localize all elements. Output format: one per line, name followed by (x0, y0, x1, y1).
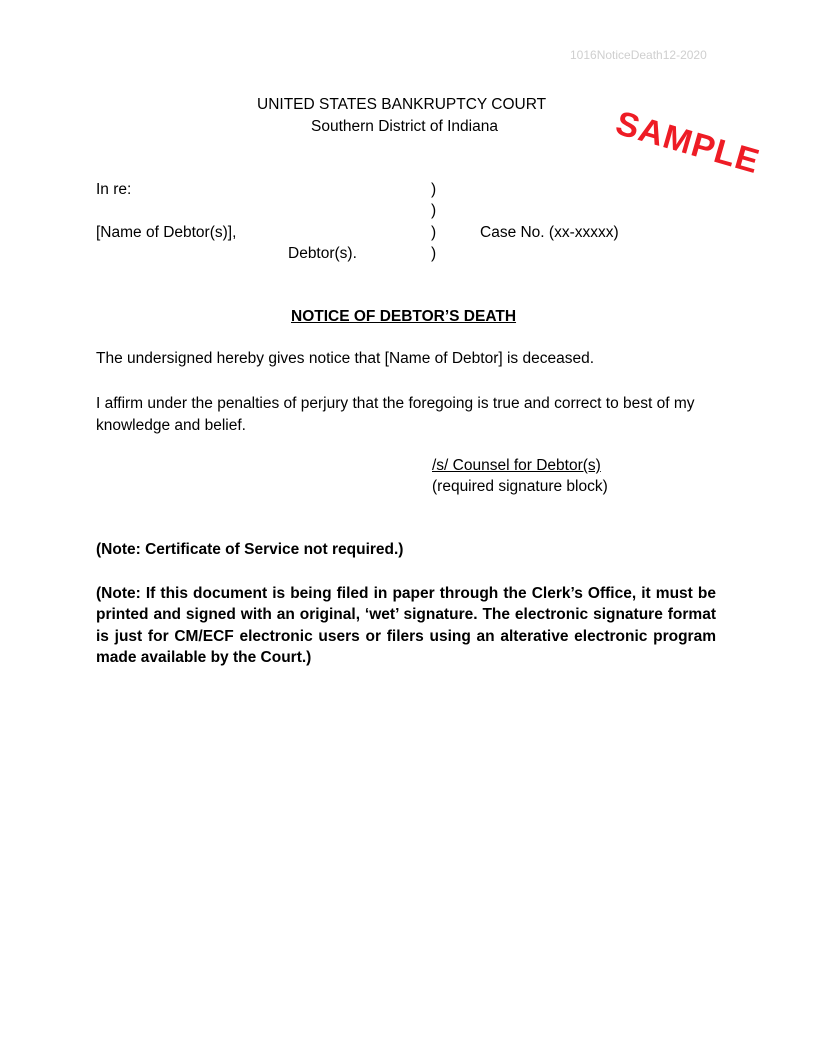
debtor-label: Debtor(s). (288, 245, 357, 262)
signature-block: (required signature block) (432, 478, 608, 495)
in-re-label: In re: (96, 181, 132, 198)
caption-paren: ) (431, 224, 437, 241)
court-name: UNITED STATES BANKRUPTCY COURT (257, 96, 547, 113)
caption-paren: ) (431, 245, 437, 262)
form-id: 1016NoticeDeath12-2020 (570, 48, 707, 62)
debtor-name-placeholder: [Name of Debtor(s)], (96, 224, 237, 241)
caption-paren: ) (431, 181, 437, 198)
affirmation-paragraph: I affirm under the penalties of perjury that the foregoing is true and correct to best of my knowledge and belief. (96, 395, 695, 434)
court-district: Southern District of Indiana (311, 118, 498, 135)
signature-line: /s/ Counsel for Debtor(s) (432, 457, 601, 474)
certificate-note: (Note: Certificate of Service not required.) (96, 541, 404, 558)
document-title: NOTICE OF DEBTOR’S DEATH (291, 308, 517, 325)
notice-paragraph: The undersigned hereby gives notice that [Name of Debtor] is deceased. (96, 350, 595, 367)
caption-paren: ) (431, 202, 437, 219)
paper-filing-note: (Note: If this document is being filed in paper through the Clerk’s Office, it must be printed and signed with an original, ‘wet’ signature. The electronic signature format is just for CM/ECF electronic users or filers using an alterative electronic program made available by the Court.) (96, 585, 716, 666)
sample-stamp: SAMPLE (611, 104, 764, 182)
case-number: Case No. (xx-xxxxx) (480, 224, 619, 241)
